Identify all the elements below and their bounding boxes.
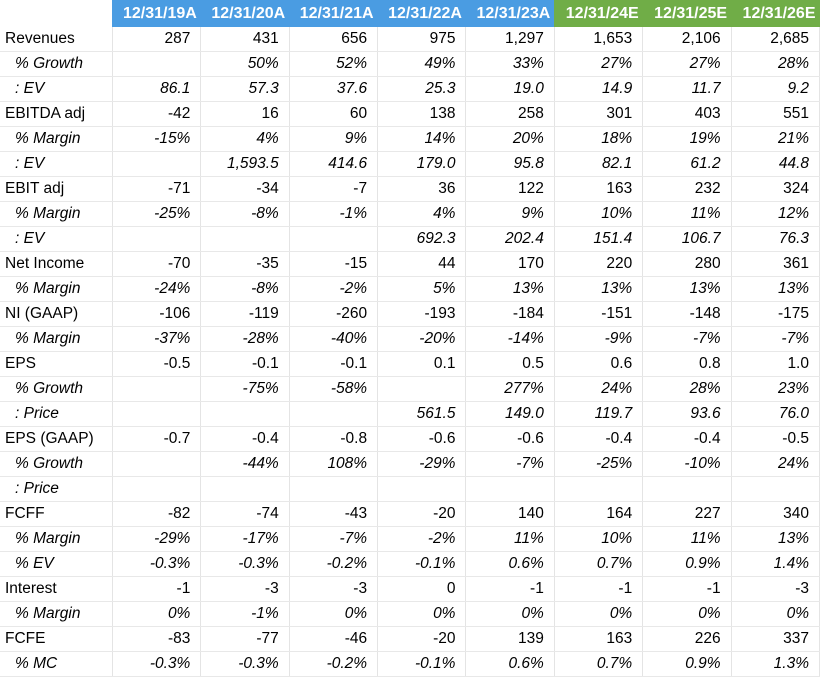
- table-cell: 19.0: [466, 77, 554, 102]
- table-cell: -0.2%: [289, 552, 377, 577]
- table-cell: 164: [554, 502, 642, 527]
- table-cell: -7%: [289, 527, 377, 552]
- table-cell: 0%: [466, 602, 554, 627]
- table-cell: 28%: [731, 52, 819, 77]
- table-cell: -0.1: [201, 352, 289, 377]
- table-cell: 0.9%: [643, 652, 731, 677]
- table-cell: 11%: [466, 527, 554, 552]
- table-cell: -3: [289, 577, 377, 602]
- table-cell: 76.3: [731, 227, 819, 252]
- table-cell: 27%: [643, 52, 731, 77]
- table-cell: -7%: [466, 452, 554, 477]
- table-cell: -148: [643, 302, 731, 327]
- table-row: [0, 427, 820, 452]
- table-cell: -71: [112, 177, 200, 202]
- row-label: FCFF: [0, 502, 112, 527]
- table-cell: 220: [554, 252, 642, 277]
- table-subrow: [0, 52, 820, 77]
- column-header: 12/31/21A: [289, 0, 377, 27]
- table-cell: 23%: [731, 377, 819, 402]
- table-cell: 0%: [112, 602, 200, 627]
- table-cell: 95.8: [466, 152, 554, 177]
- table-cell: -0.3%: [112, 552, 200, 577]
- table-cell: [112, 477, 200, 502]
- table-cell: 9%: [289, 127, 377, 152]
- row-label: : EV: [0, 77, 112, 102]
- table-cell: -2%: [378, 527, 466, 552]
- table-cell: 24%: [731, 452, 819, 477]
- table-cell: 163: [554, 177, 642, 202]
- table-cell: -44%: [201, 452, 289, 477]
- table-cell: -43: [289, 502, 377, 527]
- table-cell: 11%: [643, 202, 731, 227]
- row-label: % Margin: [0, 277, 112, 302]
- table-cell: -74: [201, 502, 289, 527]
- table-cell: 33%: [466, 52, 554, 77]
- table-cell: 5%: [378, 277, 466, 302]
- table-cell: 60: [289, 102, 377, 127]
- table-cell: 0%: [378, 602, 466, 627]
- table-cell: 138: [378, 102, 466, 127]
- column-header: 12/31/24E: [554, 0, 642, 27]
- table-cell: -0.3%: [201, 552, 289, 577]
- table-cell: 1.4%: [731, 552, 819, 577]
- table-cell: [201, 227, 289, 252]
- table-cell: [201, 402, 289, 427]
- table-cell: 4%: [378, 202, 466, 227]
- table-cell: -14%: [466, 327, 554, 352]
- table-cell: 11%: [643, 527, 731, 552]
- table-cell: -75%: [201, 377, 289, 402]
- table-cell: 52%: [289, 52, 377, 77]
- table-cell: -1: [112, 577, 200, 602]
- table-cell: -20: [378, 502, 466, 527]
- table-cell: [731, 477, 819, 502]
- row-label: Net Income: [0, 252, 112, 277]
- table-cell: 0.8: [643, 352, 731, 377]
- table-subrow: [0, 477, 820, 502]
- table-cell: -3: [731, 577, 819, 602]
- table-cell: -0.1%: [378, 652, 466, 677]
- row-label: : Price: [0, 477, 112, 502]
- table-subrow: [0, 552, 820, 577]
- table-cell: 20%: [466, 127, 554, 152]
- table-cell: 551: [731, 102, 819, 127]
- table-cell: 25.3: [378, 77, 466, 102]
- table-cell: -70: [112, 252, 200, 277]
- table-subrow: [0, 152, 820, 177]
- table-cell: 414.6: [289, 152, 377, 177]
- row-label: Revenues: [0, 27, 112, 52]
- table-cell: 0.9%: [643, 552, 731, 577]
- row-label: % MC: [0, 652, 112, 677]
- table-cell: 27%: [554, 52, 642, 77]
- table-cell: 1.3%: [731, 652, 819, 677]
- table-cell: 1,297: [466, 27, 554, 52]
- table-cell: [201, 477, 289, 502]
- table-cell: 0.1: [378, 352, 466, 377]
- table-cell: -1%: [201, 602, 289, 627]
- table-cell: 9%: [466, 202, 554, 227]
- table-cell: 0%: [289, 602, 377, 627]
- table-cell: 13%: [731, 527, 819, 552]
- table-cell: -0.3%: [201, 652, 289, 677]
- table-subrow: [0, 277, 820, 302]
- table-cell: 13%: [466, 277, 554, 302]
- table-cell: 36: [378, 177, 466, 202]
- table-cell: 431: [201, 27, 289, 52]
- table-cell: -15%: [112, 127, 200, 152]
- table-cell: -17%: [201, 527, 289, 552]
- table-cell: 280: [643, 252, 731, 277]
- header-row: [0, 0, 820, 27]
- table-row: [0, 502, 820, 527]
- table-cell: 2,685: [731, 27, 819, 52]
- table-cell: -1: [643, 577, 731, 602]
- table-cell: -82: [112, 502, 200, 527]
- table-cell: 0%: [731, 602, 819, 627]
- table-cell: 11.7: [643, 77, 731, 102]
- table-cell: 93.6: [643, 402, 731, 427]
- table-subrow: [0, 202, 820, 227]
- table-cell: -1: [554, 577, 642, 602]
- table-cell: -37%: [112, 327, 200, 352]
- table-cell: 151.4: [554, 227, 642, 252]
- row-label: FCFE: [0, 627, 112, 652]
- table-cell: 149.0: [466, 402, 554, 427]
- table-cell: 14.9: [554, 77, 642, 102]
- table-cell: -3: [201, 577, 289, 602]
- table-cell: 301: [554, 102, 642, 127]
- table-cell: 50%: [201, 52, 289, 77]
- table-cell: -175: [731, 302, 819, 327]
- table-cell: -20: [378, 627, 466, 652]
- table-cell: 86.1: [112, 77, 200, 102]
- table-cell: 0.7%: [554, 552, 642, 577]
- table-cell: 0.7%: [554, 652, 642, 677]
- table-cell: 0.6%: [466, 552, 554, 577]
- table-cell: -83: [112, 627, 200, 652]
- table-cell: -0.6: [378, 427, 466, 452]
- table-cell: 226: [643, 627, 731, 652]
- table-cell: [289, 477, 377, 502]
- row-label: % Growth: [0, 52, 112, 77]
- table-cell: 49%: [378, 52, 466, 77]
- table-cell: 9.2: [731, 77, 819, 102]
- row-label: EBIT adj: [0, 177, 112, 202]
- table-cell: [112, 452, 200, 477]
- table-cell: [378, 477, 466, 502]
- table-cell: 202.4: [466, 227, 554, 252]
- table-cell: -42: [112, 102, 200, 127]
- row-label: % Margin: [0, 602, 112, 627]
- column-header: 12/31/23A: [466, 0, 554, 27]
- table-cell: -7: [289, 177, 377, 202]
- table-subrow: [0, 652, 820, 677]
- table-cell: -28%: [201, 327, 289, 352]
- table-cell: -0.1: [289, 352, 377, 377]
- table-cell: 692.3: [378, 227, 466, 252]
- table-cell: -106: [112, 302, 200, 327]
- table-cell: 119.7: [554, 402, 642, 427]
- table-subrow: [0, 402, 820, 427]
- table-cell: 163: [554, 627, 642, 652]
- table-cell: -193: [378, 302, 466, 327]
- table-cell: 13%: [554, 277, 642, 302]
- table-row: [0, 302, 820, 327]
- table-cell: -0.4: [201, 427, 289, 452]
- table-cell: 19%: [643, 127, 731, 152]
- table-cell: -151: [554, 302, 642, 327]
- table-cell: -0.8: [289, 427, 377, 452]
- table-cell: -29%: [112, 527, 200, 552]
- table-cell: 324: [731, 177, 819, 202]
- table-cell: -260: [289, 302, 377, 327]
- table-cell: 139: [466, 627, 554, 652]
- table-row: [0, 177, 820, 202]
- table-cell: 179.0: [378, 152, 466, 177]
- table-cell: -9%: [554, 327, 642, 352]
- header-corner: [0, 0, 112, 27]
- table-cell: 21%: [731, 127, 819, 152]
- table-cell: 10%: [554, 527, 642, 552]
- table-cell: -46: [289, 627, 377, 652]
- table-cell: 1,653: [554, 27, 642, 52]
- row-label: % Margin: [0, 327, 112, 352]
- table-cell: [112, 227, 200, 252]
- table-row: [0, 352, 820, 377]
- column-header: 12/31/26E: [731, 0, 819, 27]
- table-cell: [112, 52, 200, 77]
- table-cell: -8%: [201, 202, 289, 227]
- table-cell: -184: [466, 302, 554, 327]
- table-subrow: [0, 527, 820, 552]
- table-cell: [643, 477, 731, 502]
- table-cell: 61.2: [643, 152, 731, 177]
- table-cell: -0.5: [731, 427, 819, 452]
- table-cell: 122: [466, 177, 554, 202]
- column-header: 12/31/22A: [378, 0, 466, 27]
- table-cell: -0.6: [466, 427, 554, 452]
- table-cell: 340: [731, 502, 819, 527]
- row-label: % Margin: [0, 127, 112, 152]
- table-cell: 10%: [554, 202, 642, 227]
- table-cell: 1.0: [731, 352, 819, 377]
- table-cell: -0.7: [112, 427, 200, 452]
- table-row: [0, 27, 820, 52]
- table-cell: -20%: [378, 327, 466, 352]
- row-label: % Margin: [0, 527, 112, 552]
- table-subrow: [0, 377, 820, 402]
- table-cell: -7%: [643, 327, 731, 352]
- table-cell: [554, 477, 642, 502]
- table-cell: 44: [378, 252, 466, 277]
- table-subrow: [0, 227, 820, 252]
- table-cell: -77: [201, 627, 289, 652]
- table-cell: [112, 377, 200, 402]
- table-cell: -8%: [201, 277, 289, 302]
- table-cell: -0.5: [112, 352, 200, 377]
- table-cell: 37.6: [289, 77, 377, 102]
- table-cell: 12%: [731, 202, 819, 227]
- table-cell: 76.0: [731, 402, 819, 427]
- table-cell: 18%: [554, 127, 642, 152]
- table-cell: -2%: [289, 277, 377, 302]
- table-cell: 287: [112, 27, 200, 52]
- table-cell: -15: [289, 252, 377, 277]
- table-subrow: [0, 77, 820, 102]
- table-cell: 0%: [554, 602, 642, 627]
- table-cell: 108%: [289, 452, 377, 477]
- row-label: % Margin: [0, 202, 112, 227]
- table-cell: 656: [289, 27, 377, 52]
- table-cell: -0.3%: [112, 652, 200, 677]
- table-cell: -58%: [289, 377, 377, 402]
- row-label: EPS: [0, 352, 112, 377]
- table-cell: 232: [643, 177, 731, 202]
- table-cell: 106.7: [643, 227, 731, 252]
- table-cell: 403: [643, 102, 731, 127]
- table-cell: [112, 152, 200, 177]
- table-cell: 170: [466, 252, 554, 277]
- table-cell: 1,593.5: [201, 152, 289, 177]
- row-label: % EV: [0, 552, 112, 577]
- table-cell: 14%: [378, 127, 466, 152]
- table-row: [0, 627, 820, 652]
- table-cell: 227: [643, 502, 731, 527]
- table-cell: 361: [731, 252, 819, 277]
- row-label: : Price: [0, 402, 112, 427]
- table-cell: 0: [378, 577, 466, 602]
- row-label: % Growth: [0, 452, 112, 477]
- table-subrow: [0, 452, 820, 477]
- table-row: [0, 252, 820, 277]
- table-cell: -25%: [554, 452, 642, 477]
- row-label: EPS (GAAP): [0, 427, 112, 452]
- table-cell: 82.1: [554, 152, 642, 177]
- table-cell: [466, 477, 554, 502]
- table-cell: -10%: [643, 452, 731, 477]
- table-cell: -24%: [112, 277, 200, 302]
- column-header: 12/31/19A: [112, 0, 200, 27]
- table-cell: -7%: [731, 327, 819, 352]
- table-cell: [378, 377, 466, 402]
- row-label: NI (GAAP): [0, 302, 112, 327]
- table-cell: 2,106: [643, 27, 731, 52]
- table-row: [0, 577, 820, 602]
- table-cell: [289, 227, 377, 252]
- table-cell: -34: [201, 177, 289, 202]
- table-cell: -0.4: [643, 427, 731, 452]
- table-body: [0, 27, 820, 677]
- row-label: EBITDA adj: [0, 102, 112, 127]
- table-cell: 975: [378, 27, 466, 52]
- table-cell: -0.1%: [378, 552, 466, 577]
- table-cell: 4%: [201, 127, 289, 152]
- table-cell: 13%: [643, 277, 731, 302]
- table-subrow: [0, 127, 820, 152]
- table-cell: [289, 402, 377, 427]
- table-cell: -119: [201, 302, 289, 327]
- table-subrow: [0, 602, 820, 627]
- table-cell: -35: [201, 252, 289, 277]
- table-cell: -1: [466, 577, 554, 602]
- table-row: [0, 102, 820, 127]
- table-cell: 13%: [731, 277, 819, 302]
- table-cell: 57.3: [201, 77, 289, 102]
- column-header: 12/31/25E: [643, 0, 731, 27]
- table-cell: 28%: [643, 377, 731, 402]
- table-cell: 16: [201, 102, 289, 127]
- row-label: Interest: [0, 577, 112, 602]
- row-label: : EV: [0, 152, 112, 177]
- table-cell: 24%: [554, 377, 642, 402]
- table-cell: [112, 402, 200, 427]
- table-cell: 44.8: [731, 152, 819, 177]
- table-cell: 337: [731, 627, 819, 652]
- table-cell: -1%: [289, 202, 377, 227]
- table-cell: 0.6%: [466, 652, 554, 677]
- table-cell: 277%: [466, 377, 554, 402]
- table-cell: 140: [466, 502, 554, 527]
- table-cell: 0.6: [554, 352, 642, 377]
- row-label: % Growth: [0, 377, 112, 402]
- column-header: 12/31/20A: [201, 0, 289, 27]
- table-cell: 0%: [643, 602, 731, 627]
- table-cell: -0.2%: [289, 652, 377, 677]
- table-cell: 0.5: [466, 352, 554, 377]
- table-cell: -40%: [289, 327, 377, 352]
- table-cell: 258: [466, 102, 554, 127]
- row-label: : EV: [0, 227, 112, 252]
- table-cell: -25%: [112, 202, 200, 227]
- table-cell: -29%: [378, 452, 466, 477]
- table-cell: 561.5: [378, 402, 466, 427]
- table-subrow: [0, 327, 820, 352]
- table-cell: -0.4: [554, 427, 642, 452]
